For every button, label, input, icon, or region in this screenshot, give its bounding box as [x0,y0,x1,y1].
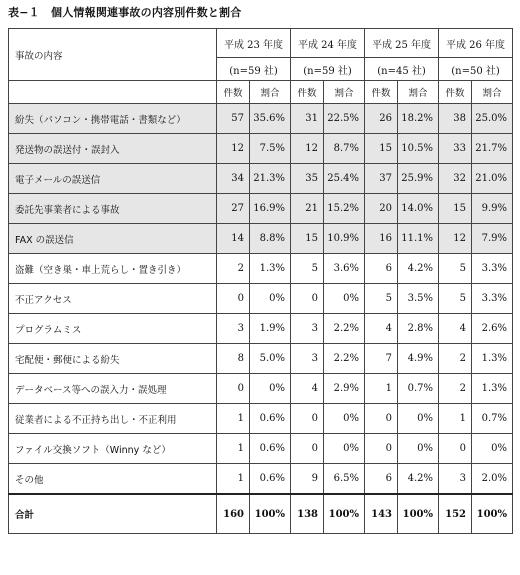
total-ratio-cell: 100% [250,494,291,534]
ratio-cell: 2.0% [472,464,513,495]
table-row [9,194,513,224]
total-count-cell: 138 [291,494,324,534]
ratio-cell: 11.1% [398,224,439,254]
count-cell: 21 [291,194,324,224]
total-count-cell: 160 [217,494,250,534]
count-cell: 2 [217,254,250,284]
ratio-cell: 22.5% [324,104,365,134]
count-cell: 5 [365,284,398,314]
count-header: 件数 [365,81,398,104]
count-cell: 0 [365,404,398,434]
ratio-cell: 25.9% [398,164,439,194]
header-label: 事故の内容 [9,29,217,81]
total-count-cell: 152 [439,494,472,534]
table-row [9,164,513,194]
ratio-cell: 16.9% [250,194,291,224]
row-label: プログラムミス [9,314,217,344]
count-cell: 1 [217,464,250,495]
count-cell: 20 [365,194,398,224]
row-label: FAX の誤送信 [9,224,217,254]
total-ratio-cell: 100% [398,494,439,534]
count-cell: 16 [365,224,398,254]
count-cell: 37 [365,164,398,194]
count-cell: 15 [291,224,324,254]
count-cell: 5 [439,254,472,284]
row-label: 委託先事業者による事故 [9,194,217,224]
ratio-cell: 3.3% [472,284,513,314]
count-cell: 0 [291,284,324,314]
count-cell: 31 [291,104,324,134]
year-header: 平成 26 年度 [439,29,513,58]
count-cell: 38 [439,104,472,134]
count-cell: 0 [291,434,324,464]
ratio-cell: 21.0% [472,164,513,194]
count-cell: 1 [439,404,472,434]
ratio-cell: 35.6% [250,104,291,134]
count-cell: 27 [217,194,250,224]
table-title: 表−１ 個人情報関連事故の内容別件数と割合 [8,6,242,19]
row-label: 従業者による不正持ち出し・不正利用 [9,404,217,434]
ratio-cell: 5.0% [250,344,291,374]
count-cell: 1 [365,374,398,404]
sample-size: (n=59 社) [217,58,291,81]
ratio-cell: 21.7% [472,134,513,164]
count-header: 件数 [217,81,250,104]
table-row [9,254,513,284]
ratio-cell: 0% [324,284,365,314]
count-cell: 2 [439,344,472,374]
table-row [9,104,513,134]
ratio-header: 割合 [472,81,513,104]
ratio-cell: 10.9% [324,224,365,254]
ratio-cell: 21.3% [250,164,291,194]
ratio-cell: 7.5% [250,134,291,164]
count-cell: 5 [439,284,472,314]
ratio-cell: 0% [250,284,291,314]
ratio-cell: 14.0% [398,194,439,224]
ratio-cell: 0% [398,434,439,464]
header-spacer [9,81,217,104]
count-cell: 1 [217,434,250,464]
ratio-cell: 0% [398,404,439,434]
row-label: 発送物の誤送付・誤封入 [9,134,217,164]
count-cell: 2 [439,374,472,404]
count-cell: 0 [439,434,472,464]
count-cell: 6 [365,254,398,284]
ratio-cell: 18.2% [398,104,439,134]
sample-size: (n=45 社) [365,58,439,81]
table-row [9,284,513,314]
ratio-cell: 0.7% [472,404,513,434]
ratio-cell: 25.4% [324,164,365,194]
table-row [9,344,513,374]
ratio-cell: 2.2% [324,344,365,374]
ratio-cell: 4.2% [398,254,439,284]
row-label: 不正アクセス [9,284,217,314]
table-row [9,224,513,254]
total-label: 合計 [9,494,217,534]
ratio-cell: 0.6% [250,464,291,495]
ratio-cell: 6.5% [324,464,365,495]
table-row [9,134,513,164]
ratio-cell: 4.9% [398,344,439,374]
count-cell: 7 [365,344,398,374]
count-cell: 4 [291,374,324,404]
count-cell: 0 [365,434,398,464]
year-header: 平成 25 年度 [365,29,439,58]
ratio-cell: 0.6% [250,404,291,434]
count-cell: 26 [365,104,398,134]
ratio-cell: 7.9% [472,224,513,254]
count-header: 件数 [291,81,324,104]
ratio-cell: 15.2% [324,194,365,224]
count-cell: 0 [291,404,324,434]
count-cell: 33 [439,134,472,164]
table-row [9,404,513,434]
count-cell: 35 [291,164,324,194]
ratio-cell: 3.6% [324,254,365,284]
ratio-cell: 2.2% [324,314,365,344]
count-cell: 5 [291,254,324,284]
count-cell: 4 [365,314,398,344]
count-cell: 3 [291,314,324,344]
ratio-cell: 4.2% [398,464,439,495]
count-cell: 34 [217,164,250,194]
row-label: データベース等への誤入力・誤処理 [9,374,217,404]
ratio-cell: 1.9% [250,314,291,344]
count-cell: 15 [365,134,398,164]
count-header: 件数 [439,81,472,104]
count-cell: 15 [439,194,472,224]
ratio-header: 割合 [250,81,291,104]
count-cell: 14 [217,224,250,254]
total-row [9,494,513,534]
ratio-cell: 9.9% [472,194,513,224]
ratio-cell: 1.3% [472,374,513,404]
table-row [9,314,513,344]
total-ratio-cell: 100% [472,494,513,534]
count-cell: 0 [217,374,250,404]
ratio-cell: 2.6% [472,314,513,344]
ratio-cell: 0% [324,404,365,434]
year-header: 平成 24 年度 [291,29,365,58]
row-label: その他 [9,464,217,495]
ratio-cell: 2.8% [398,314,439,344]
sample-size: (n=59 社) [291,58,365,81]
row-label: 電子メールの誤送信 [9,164,217,194]
ratio-header: 割合 [324,81,365,104]
row-label: 盗難（空き巣・車上荒らし・置き引き） [9,254,217,284]
ratio-cell: 0% [472,434,513,464]
ratio-cell: 8.7% [324,134,365,164]
row-label: 宅配便・郵便による紛失 [9,344,217,374]
count-cell: 57 [217,104,250,134]
ratio-cell: 2.9% [324,374,365,404]
count-cell: 3 [217,314,250,344]
ratio-cell: 3.3% [472,254,513,284]
count-cell: 4 [439,314,472,344]
count-cell: 32 [439,164,472,194]
ratio-cell: 0.6% [250,434,291,464]
ratio-header: 割合 [398,81,439,104]
row-label: 紛失（パソコン・携帯電話・書類など） [9,104,217,134]
table-row [9,434,513,464]
sample-size: (n=50 社) [439,58,513,81]
count-cell: 3 [439,464,472,495]
count-cell: 1 [217,404,250,434]
count-cell: 12 [217,134,250,164]
count-cell: 6 [365,464,398,495]
incident-table [8,28,513,534]
ratio-cell: 1.3% [472,344,513,374]
count-cell: 12 [439,224,472,254]
year-header: 平成 23 年度 [217,29,291,58]
ratio-cell: 0% [324,434,365,464]
ratio-cell: 3.5% [398,284,439,314]
count-cell: 12 [291,134,324,164]
ratio-cell: 25.0% [472,104,513,134]
row-label: ファイル交換ソフト（Winny など） [9,434,217,464]
ratio-cell: 8.8% [250,224,291,254]
ratio-cell: 1.3% [250,254,291,284]
count-cell: 3 [291,344,324,374]
ratio-cell: 0% [250,374,291,404]
count-cell: 8 [217,344,250,374]
ratio-cell: 0.7% [398,374,439,404]
count-cell: 0 [217,284,250,314]
ratio-cell: 10.5% [398,134,439,164]
table-row [9,464,513,495]
total-ratio-cell: 100% [324,494,365,534]
table-row [9,374,513,404]
count-cell: 9 [291,464,324,495]
total-count-cell: 143 [365,494,398,534]
